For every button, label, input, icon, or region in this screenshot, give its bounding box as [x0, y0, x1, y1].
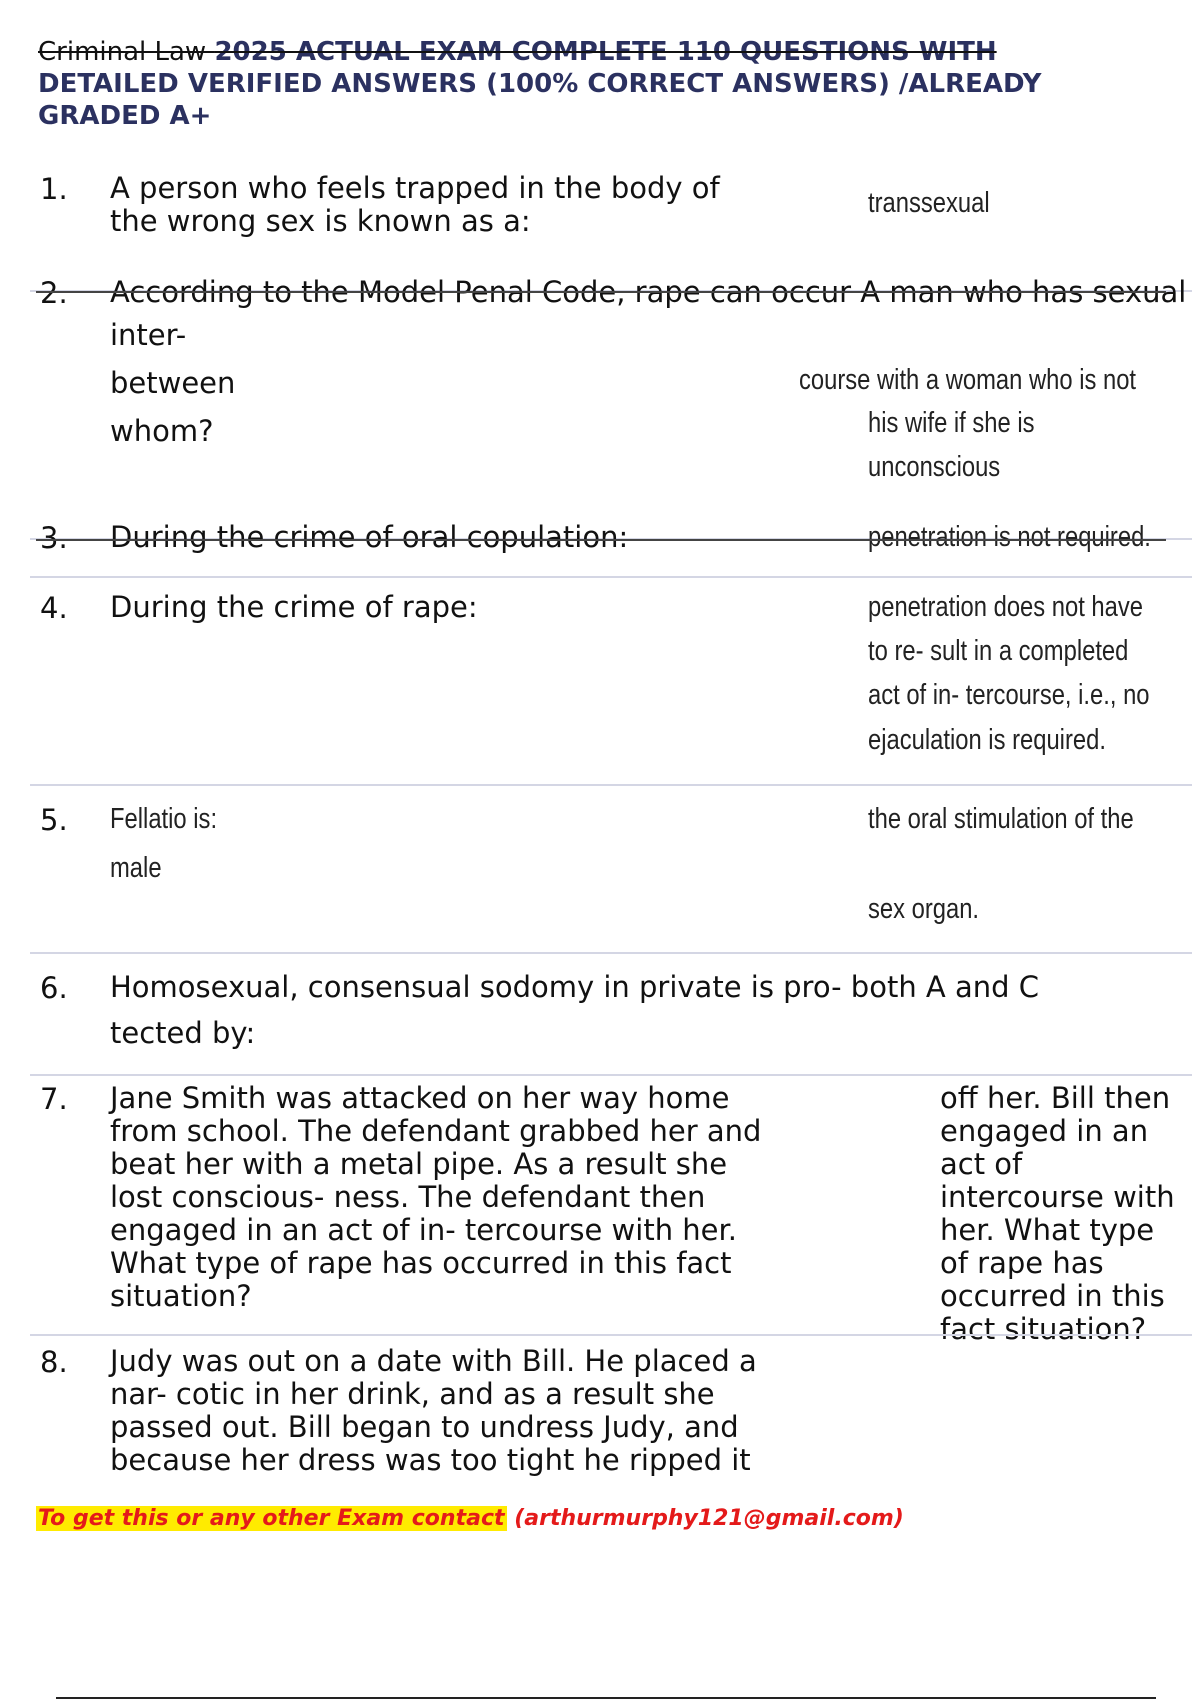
question-4-text: During the crime of rape: — [110, 590, 478, 624]
page-bottom-rule — [56, 1697, 1156, 1699]
question-1-answer: transsexual — [868, 187, 990, 219]
question-2-answer-line-3: unconscious — [868, 451, 1001, 483]
document-title — [38, 36, 1138, 132]
question-1-number: 1. — [40, 172, 68, 206]
question-3-strike — [36, 539, 1166, 541]
question-2-answer-line-2: his wife if she is — [868, 407, 1035, 439]
question-6-text-line-2: tected by: — [110, 1016, 256, 1050]
question-4-answer-line-2: to re- sult in a completed — [868, 635, 1129, 667]
question-5-text-line-2: male — [110, 852, 162, 884]
question-5-answer-line-1: the oral stimulation of the — [868, 803, 1134, 835]
question-8-text: Judy was out on a date with Bill. He placed a nar- cotic in her drink, and as a result she passed out. Bill began to undress Judy, and because her dress was too tight he ripped it — [110, 1344, 757, 1477]
divider — [30, 1074, 1192, 1076]
question-6-number: 6. — [40, 971, 68, 1005]
question-5-number: 5. — [40, 803, 68, 837]
question-8-number: 8. — [40, 1345, 68, 1379]
question-4-number: 4. — [40, 591, 68, 625]
footer-highlight: To get this or any other Exam contact — [38, 1506, 505, 1531]
question-2-number: 2. — [40, 276, 68, 310]
divider — [30, 576, 1192, 578]
question-4-answer-line-3: act of in- tercourse, i.e., no — [868, 679, 1150, 711]
question-1-text: A person who feels trapped in the body of the wrong sex is known as a: — [110, 171, 720, 238]
title-line-2: DETAILED VERIFIED ANSWERS (100% CORRECT ANSWERS) /ALREADY — [38, 69, 1042, 99]
title-line-1: Criminal Law 2025 ACTUAL EXAM COMPLETE 110 QUESTIONS WITH — [38, 37, 997, 67]
footer-email[interactable]: (arthurmurphy121@gmail.com) — [514, 1506, 904, 1531]
question-7-text: Jane Smith was attacked on her way home from school. The defendant grabbed her and beat her with a metal pipe. As a result she lost conscious- ness. The defendant then engaged in an act of in- tercourse with her. What type of rape has occurred in this fact situation? — [110, 1081, 762, 1313]
question-2-text-line-4: whom? — [110, 414, 214, 448]
question-2-text-line-1: According to the Model Penal Code, rape can occur A man who has sexual — [110, 275, 1187, 309]
question-5-text-line-1: Fellatio is: — [110, 803, 218, 835]
question-4-answer-line-1: penetration does not have — [868, 591, 1144, 623]
question-2-text-line-3: between — [110, 366, 236, 400]
title-line-3: GRADED A+ — [38, 101, 212, 131]
question-2-strike — [36, 291, 1166, 293]
question-3-answer: penetration is not required. — [868, 521, 1151, 553]
question-2-answer-line-1: course with a woman who is not — [799, 364, 1137, 396]
contact-footer — [36, 1506, 904, 1531]
question-3-text: During the crime of oral copulation: — [110, 520, 629, 554]
question-6-text-line-1: Homosexual, consensual sodomy in private is pro- both A and C — [110, 970, 1040, 1004]
question-3-number: 3. — [40, 521, 68, 555]
question-7-answer: off her. Bill then engaged in an act of intercourse with her. What type of rape has occurred in this fact situation? — [940, 1081, 1175, 1346]
divider — [30, 1334, 1192, 1336]
question-5-answer-line-2: sex organ. — [868, 893, 980, 925]
question-2-text-line-2: inter- — [110, 318, 187, 352]
divider — [30, 952, 1192, 954]
divider — [30, 784, 1192, 786]
question-7-number: 7. — [40, 1082, 68, 1116]
question-4-answer-line-4: ejaculation is required. — [868, 724, 1106, 756]
